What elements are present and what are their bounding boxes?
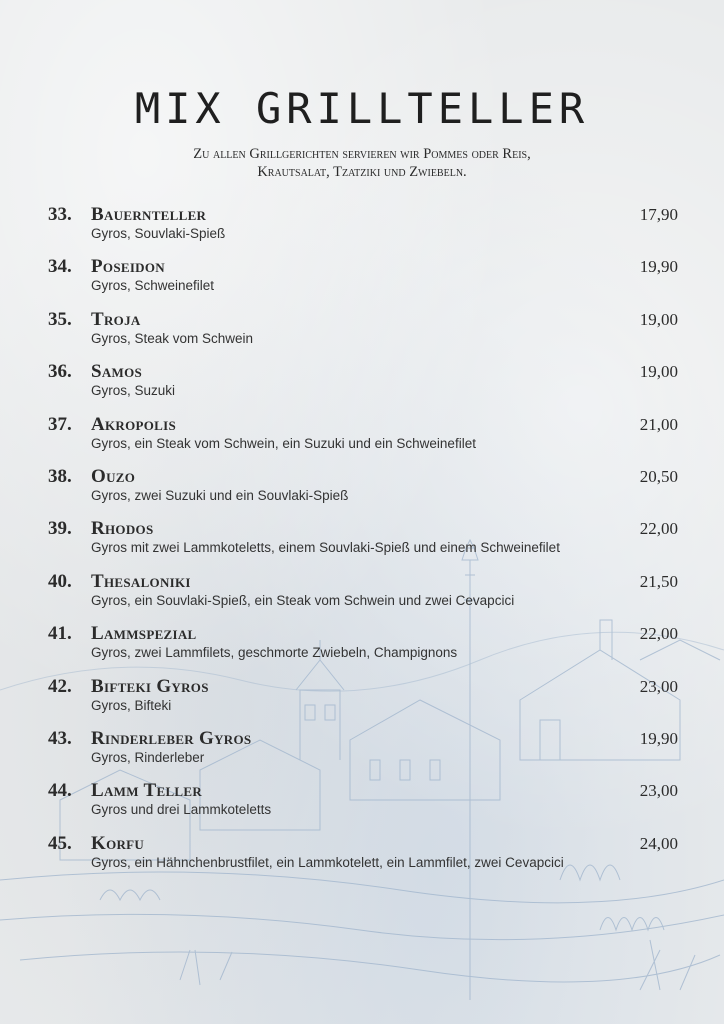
item-price: 21,00: [639, 414, 678, 434]
item-number: 40.: [48, 570, 72, 592]
subtitle-line-2: Krautsalat, Tzatziki und Zwiebeln.: [257, 164, 467, 180]
item-price: 24,00: [639, 833, 678, 853]
item-description: Gyros, Suzuki: [91, 383, 176, 399]
item-name: Akropolis: [91, 413, 177, 435]
item-description: Gyros, zwei Lammfilets, geschmorte Zwiebeln, Champignons: [91, 645, 458, 661]
item-name: Lamm Teller: [91, 780, 203, 802]
item-name: Korfu: [91, 832, 145, 854]
item-price: 23,00: [639, 781, 678, 801]
item-number: 37.: [48, 413, 72, 435]
item-name: Thesaloniki: [91, 570, 191, 592]
item-price: 19,00: [639, 309, 678, 329]
item-price: 22,00: [639, 624, 678, 644]
item-name: Bifteki Gyros: [91, 675, 209, 697]
item-number: 38.: [48, 465, 72, 487]
item-price: 19,90: [639, 257, 678, 277]
item-number: 36.: [48, 361, 72, 383]
item-description: Gyros, Bifteki: [91, 697, 172, 713]
item-number: 44.: [48, 780, 72, 802]
item-name: Ouzo: [91, 465, 136, 487]
item-number: 33.: [48, 204, 72, 225]
item-number: 41.: [48, 623, 72, 645]
item-description: Gyros, ein Souvlaki-Spieß, ein Steak vom Schwein und zwei Cevapcici: [91, 592, 515, 608]
menu-item: [0, 833, 724, 885]
item-name: Troja: [91, 308, 141, 330]
item-number: 42.: [48, 675, 72, 697]
menu-item: [0, 466, 724, 518]
item-price: 19,00: [639, 362, 678, 382]
item-description: Gyros und drei Lammkoteletts: [91, 802, 272, 818]
item-number: 34.: [48, 256, 72, 278]
item-description: Gyros, ein Steak vom Schwein, ein Suzuki und ein Schweinefilet: [91, 435, 476, 451]
menu-item: [0, 256, 724, 308]
menu-list: [0, 204, 724, 885]
subtitle-line-1: Zu allen Grillgerichten servieren wir Pommes oder Reis,: [193, 146, 531, 162]
item-price: 19,90: [639, 728, 678, 748]
item-number: 39.: [48, 518, 72, 540]
menu-item: [0, 518, 724, 570]
item-price: 23,00: [639, 676, 678, 696]
item-description: Gyros mit zwei Lammkoteletts, einem Souvlaki-Spieß und einem Schweinefilet: [91, 540, 560, 556]
item-name: Rinderleber Gyros: [91, 727, 252, 749]
item-price: 17,90: [639, 205, 678, 224]
item-number: 43.: [48, 727, 72, 749]
item-number: 45.: [48, 832, 72, 854]
menu-item: [0, 309, 724, 361]
item-price: 21,50: [639, 571, 678, 591]
item-description: Gyros, Souvlaki-Spieß: [91, 226, 226, 241]
menu-item: [0, 414, 724, 466]
item-price: 22,00: [639, 519, 678, 539]
item-price: 20,50: [639, 466, 678, 486]
item-name: Samos: [91, 361, 143, 383]
item-description: Gyros, zwei Suzuki und ein Souvlaki-Spieß: [91, 487, 349, 503]
item-number: 35.: [48, 308, 72, 330]
item-description: Gyros, ein Hähnchenbrustfilet, ein Lammkotelett, ein Lammfilet, zwei Cevapcici: [91, 854, 564, 870]
subtitle: [140, 145, 584, 181]
menu-item: [0, 676, 724, 728]
item-name: Poseidon: [91, 256, 165, 278]
item-description: Gyros, Schweinefilet: [91, 278, 215, 294]
item-name: Rhodos: [91, 518, 154, 540]
item-description: Gyros, Rinderleber: [91, 749, 205, 765]
menu-item: [0, 204, 724, 256]
menu-item: [0, 623, 724, 675]
menu-item: [0, 780, 724, 832]
item-name: Bauernteller: [91, 204, 207, 225]
menu-item: [0, 571, 724, 623]
menu-item: [0, 728, 724, 780]
page-title: MIX GRILLTELLER: [134, 84, 590, 133]
item-description: Gyros, Steak vom Schwein: [91, 330, 254, 346]
item-name: Lammspezial: [91, 623, 197, 645]
menu-item: [0, 361, 724, 413]
